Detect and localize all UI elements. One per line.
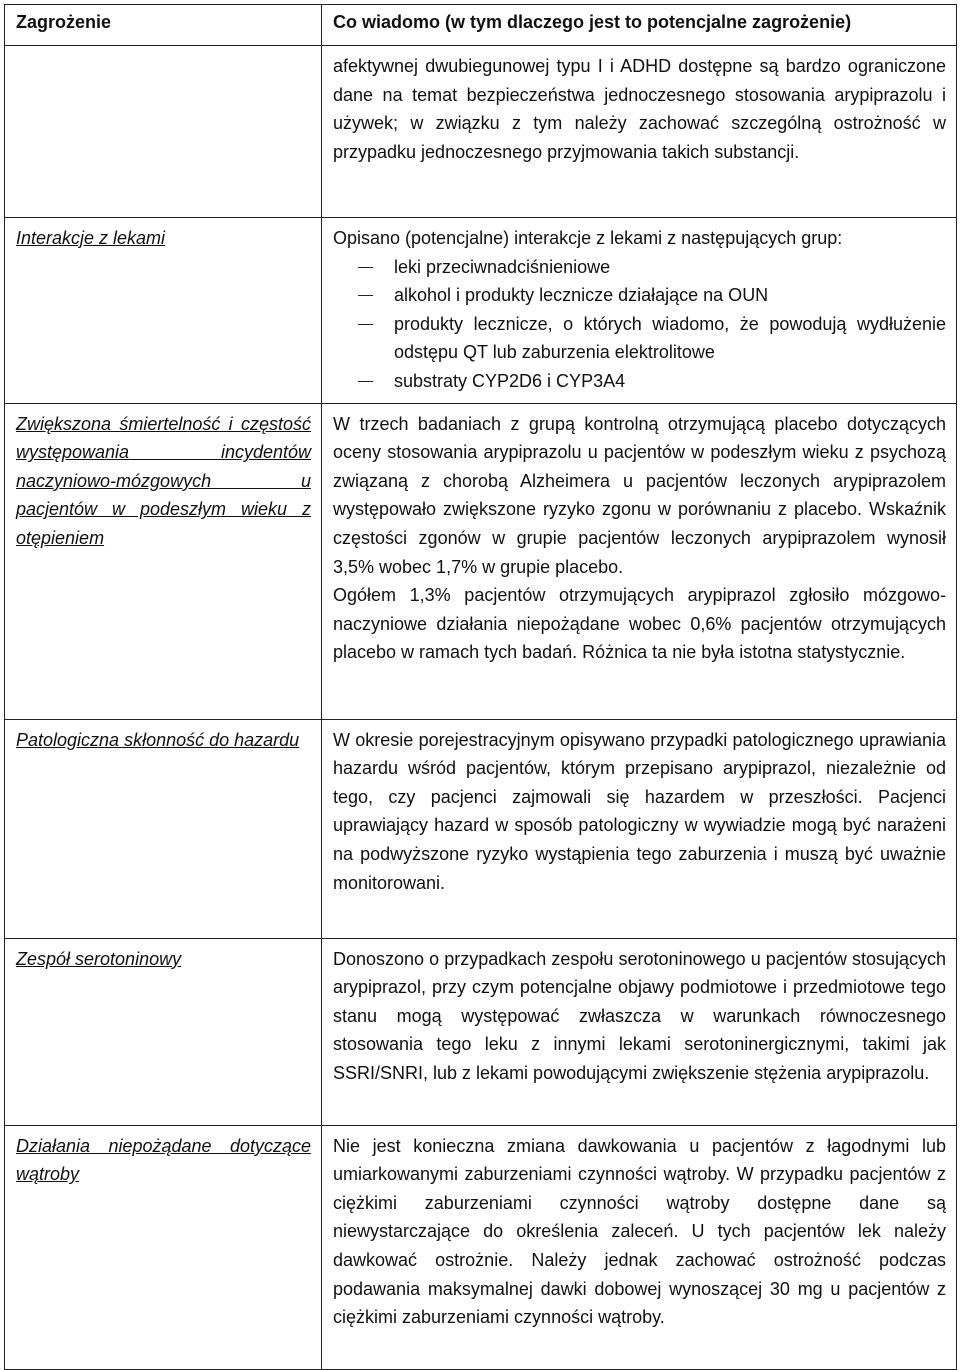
interactions-intro: Opisano (potencjalne) interakcje z lekami z następujących grup: xyxy=(333,228,843,248)
table-row-interactions xyxy=(5,218,957,404)
risk-mortality: Zwiększona śmiertelność i częstość występowania incydentów naczyniowo-mózgowych u pacjentów w podeszłym wieku z otępieniem xyxy=(5,403,322,719)
table-row-liver xyxy=(5,1125,957,1369)
risk-gambling: Patologiczna skłonność do hazardu xyxy=(5,719,322,938)
info-cell-gambling xyxy=(322,719,957,938)
table-header-row xyxy=(5,5,957,46)
mortality-paragraph-1: W trzech badaniach z grupą kontrolną otrzymującą placebo dotyczących oceny stosowania arypiprazolu u pacjentów w podeszłym wieku z psychozą związaną z chorobą Alzheimera u pacjentów leczonych arypiprazolem występowało zwiększone ryzyko zgonu w porównaniu z placebo. Wskaźnik częstości zgonów w grupie pacjentów leczonych arypiprazolem wynosił 3,5% wobec 1,7% w grupie placebo. xyxy=(333,413,946,577)
interactions-list xyxy=(333,253,946,396)
table-row-continuation xyxy=(5,46,957,218)
header-known-info: Co wiadomo (w tym dlaczego jest to potencjalne zagrożenie) xyxy=(322,5,957,46)
info-cell-interactions xyxy=(322,218,957,404)
list-item: substraty CYP2D6 i CYP3A4 xyxy=(333,367,946,396)
serotonin-text: Donoszono o przypadkach zespołu serotoninowego u pacjentów stosujących arypiprazol, przy czym potencjalne objawy podmiotowe i przedmiotowe tego stanu mogą występować zwłaszcza w warunkach równoczesnego stosowania tego leku z innymi lekami serotoninergicznymi, takimi jak SSRI/SNRI, lub z lekami powodującymi zwiększenie stężenia arypiprazolu. xyxy=(333,948,946,1083)
mortality-paragraph-2: Ogółem 1,3% pacjentów otrzymujących arypiprazol zgłosiło mózgowo-naczyniowe działania niepożądane wobec 0,6% pacjentów otrzymujących placebo w ramach tych badań. Różnica ta nie była istotna statystycznie. xyxy=(333,585,946,663)
risk-cell-empty xyxy=(5,46,322,218)
gambling-text: W okresie porejestracyjnym opisywano przypadki patologicznego uprawiania hazardu wśród pacjentów, którym przepisano arypiprazol, niezależnie od tego, czy pacjenci zajmowali się hazardem w przeszłości. Pacjenci uprawiający hazard w sposób patologiczny w wywiadzie mogą być narażeni na podwyższone ryzyko wystąpienia tego zaburzenia i muszą być uważnie monitorowani. xyxy=(333,729,946,893)
info-cell-mortality xyxy=(322,403,957,719)
table-row-mortality xyxy=(5,403,957,719)
list-item: produkty lecznicze, o których wiadomo, że powodują wydłużenie odstępu QT lub zaburzenia elektrolitowe xyxy=(333,310,946,367)
info-cell-continuation xyxy=(322,46,957,218)
list-item: leki przeciwnadciśnieniowe xyxy=(333,253,946,282)
risk-liver: Działania niepożądane dotyczące wątroby xyxy=(5,1125,322,1369)
risk-serotonin: Zespół serotoninowy xyxy=(5,938,322,1125)
list-item: alkohol i produkty lecznicze działające na OUN xyxy=(333,281,946,310)
info-cell-liver xyxy=(322,1125,957,1369)
risk-interactions: Interakcje z lekami xyxy=(5,218,322,404)
table-row-gambling xyxy=(5,719,957,938)
liver-text: Nie jest konieczna zmiana dawkowania u pacjentów z łagodnymi lub umiarkowanymi zaburzeniami czynności wątroby. W przypadku pacjentów z ciężkimi zaburzeniami czynności wątroby dostępne dane są niewystarczające do określenia zaleceń. U tych pacjentów lek należy dawkować ostrożnie. Należy jednak zachować ostrożność podczas podawania maksymalnej dawki dobowej wynoszącej 30 mg u pacjentów z ciężkimi zaburzeniami czynności wątroby. xyxy=(333,1135,946,1328)
header-risk: Zagrożenie xyxy=(5,5,322,46)
info-cell-serotonin xyxy=(322,938,957,1125)
risk-table xyxy=(4,4,957,1370)
continuation-text: afektywnej dwubiegunowej typu I i ADHD dostępne są bardzo ograniczone dane na temat bezpieczeństwa jednoczesnego stosowania arypiprazolu i używek; w związku z tym należy zachować szczególną ostrożność w przypadku jednoczesnego przyjmowania takich substancji. xyxy=(333,56,946,162)
table-row-serotonin xyxy=(5,938,957,1125)
